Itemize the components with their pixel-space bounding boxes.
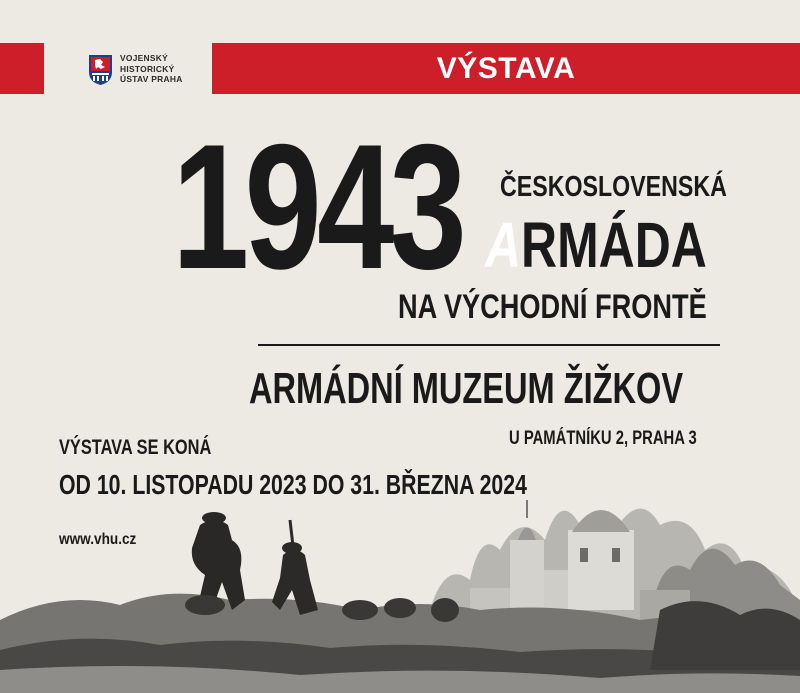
- venue-name: ARMÁDNÍ MUZEUM ŽIŽKOV: [249, 364, 684, 413]
- headline-army-rest: RMÁDA: [521, 209, 707, 281]
- banner-label: VÝSTAVA: [436, 51, 576, 85]
- vhu-logo-text: [120, 53, 183, 85]
- exhibition-banner: [212, 43, 800, 94]
- battle-scene-photo: [0, 470, 800, 693]
- schedule-intro: VÝSTAVA SE KONÁ: [59, 436, 212, 459]
- headline-army-first-letter: A: [485, 209, 522, 281]
- website-link[interactable]: www.vhu.cz: [59, 531, 137, 548]
- left-red-bar: [0, 43, 44, 94]
- venue-address: U PAMÁTNÍKU 2, PRAHA 3: [509, 428, 697, 449]
- schedule-dates: OD 10. LISTOPADU 2023 DO 31. BŘEZNA 2024: [59, 469, 527, 500]
- headline-czechoslovak: ČESKOSLOVENSKÁ: [500, 171, 727, 203]
- logo-line-1: VOJENSKÝ: [120, 53, 169, 63]
- headline-eastern-front: NA VÝCHODNÍ FRONTĚ: [398, 288, 707, 326]
- headline-year: 1943: [172, 107, 463, 306]
- vhu-shield-logo-icon: [88, 54, 113, 86]
- headline-army: [485, 209, 707, 281]
- headline-divider: [258, 344, 720, 346]
- logo-line-2: HISTORICKÝ: [120, 63, 175, 74]
- logo-line-3: ÚSTAV PRAHA: [120, 74, 183, 84]
